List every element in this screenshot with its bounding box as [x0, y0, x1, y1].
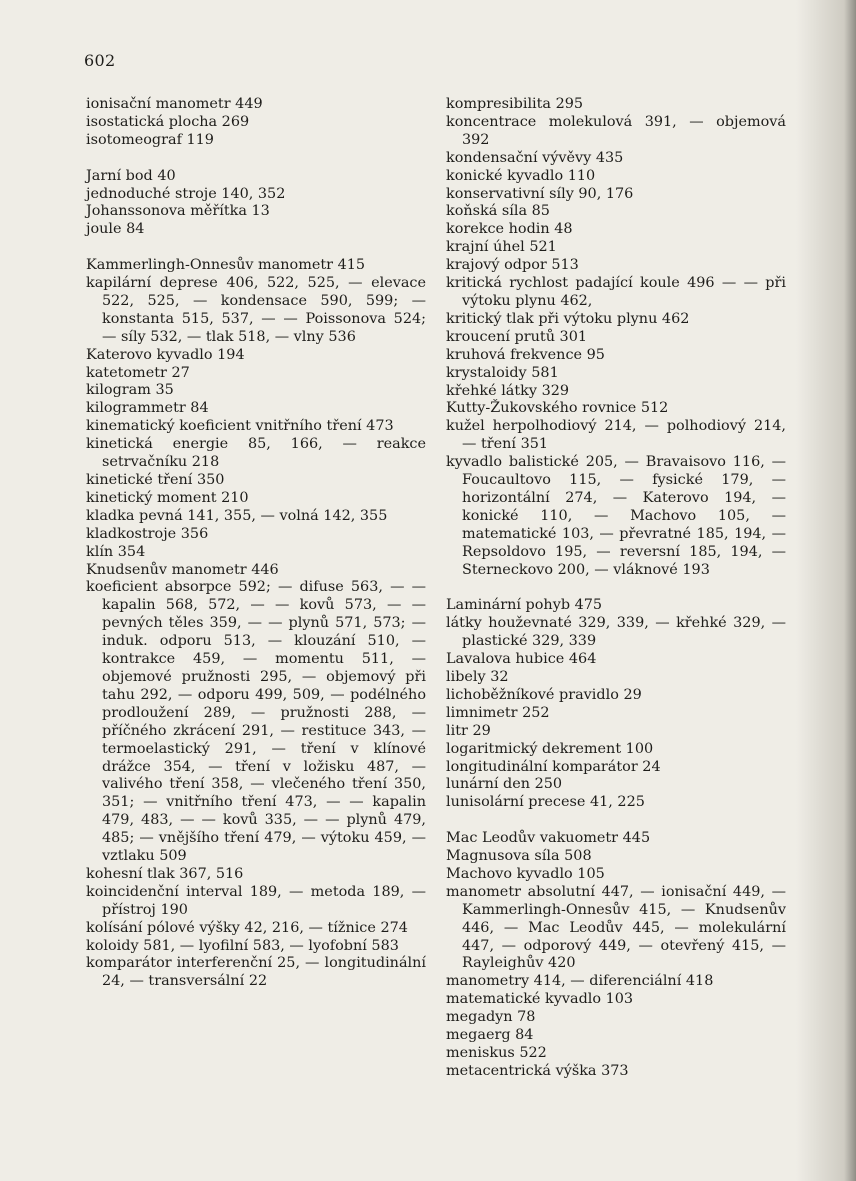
index-entry: manometry 414, — diferenciální 418 — [446, 973, 714, 990]
index-entry: megaerg 84 — [446, 1027, 534, 1044]
index-entry: joule 84 — [86, 221, 145, 238]
index-entry: ionisační manometr 449 — [86, 96, 263, 112]
index-entry: lunární den 250 — [446, 776, 563, 793]
index-entry: libely 32 — [446, 668, 509, 685]
index-entry: křehké látky 329 — [446, 382, 570, 399]
index-entry: konservativní síly 90, 176 — [446, 185, 634, 202]
index-entry: krystaloidy 581 — [446, 364, 559, 381]
index-entry: kinetické tření 350 — [86, 472, 225, 488]
index-entry: Johanssonova měřítka 13 — [86, 203, 270, 220]
index-entry: kužel herpolhodiový 214, — polhodiový 214, — tření 351 — [446, 418, 786, 453]
index-entry: Mac Leodův vakuometr 445 — [446, 830, 651, 847]
index-column-left — [86, 96, 426, 991]
index-entry: kinetická energie 85, 166, — reakce setrvačníku 218 — [86, 436, 426, 471]
index-entry: krajní úhel 521 — [446, 239, 557, 256]
index-entry: kritická rychlost padající koule 496 — — při výtoku plynu 462, — [446, 275, 786, 309]
index-entry: kolísání pólové výšky 42, 216, — tížnice 274 — [86, 919, 408, 936]
index-entry: Kammerlingh-Onnesův manometr 415 — [86, 257, 366, 274]
index-entry: koncentrace molekulová 391, — objemová 392 — [446, 113, 786, 148]
index-entry: matematické kyvadlo 103 — [446, 991, 634, 1008]
page-number: 602 — [84, 51, 116, 70]
group-spacer — [86, 150, 426, 168]
index-entry: metacentrická výška 373 — [446, 1062, 629, 1079]
index-entry: kohesní tlak 367, 516 — [86, 865, 244, 882]
index-entry: kladkostroje 356 — [86, 525, 209, 542]
index-entry: kapilární deprese 406, 522, 525, — elevace 522, 525, — kondensace 590, 599; — konstanta 515, 537, — — Poissonova 524; — síly 532, — tlak 518, — vlny 536 — [86, 275, 426, 345]
index-entry: koeficient absorpce 592; — difuse 563, — — kapalin 568, 572, — — kovů 573, — — pevných těles 359, — — plynů 571, 573; — induk. odporu 513, — klouzání 510, — kontrakce 459, — momentu 511, — objemové pružnosti 295, — objemový při tahu 292, — odporu 499, 509, — podélného prodloužení 289, — pružnosti 288, — příčného zkrácení 291, — restituce 343, — termoelastický 291, — tření v klínové drážce 354, — tření v ložisku 487, — valivého tření 358, — vlečeného tření 350, 351; — vnitřního tření 473, — — kapalin 479, 483, — — kovů 335, — — plynů 479, 485; — vnějšího tření 479, — výtoku 459, — vztlaku 509 — [86, 579, 426, 865]
index-entry: Machovo kyvadlo 105 — [446, 865, 605, 882]
index-entry: limnimetr 252 — [446, 704, 550, 721]
index-entry: katetometr 27 — [86, 364, 190, 381]
group-spacer — [446, 579, 786, 597]
index-entry: kilogram 35 — [86, 382, 174, 399]
index-entry: kompresibilita 295 — [446, 96, 584, 112]
index-entry: Knudsenův manometr 446 — [86, 561, 279, 578]
index-entry: koincidenční interval 189, — metoda 189, — přístroj 190 — [86, 883, 426, 918]
index-entry: jednoduché stroje 140, 352 — [86, 185, 286, 202]
index-entry: logaritmický dekrement 100 — [446, 740, 654, 757]
index-entry: kyvadlo balistické 205, — Bravaisovo 116, — Foucaultovo 115, — fysické 179, — horizontální 274, — Katerovo 194, — konické 110, — Machovo 105, — matematické 103, — převratné 185, 194, — Repsoldovo 195, — reversní 185, 194, — Sterneckovo 200, — vláknové 193 — [446, 454, 786, 578]
index-entry: kladka pevná 141, 355, — volná 142, 355 — [86, 507, 388, 524]
index-entry: Laminární pohyb 475 — [446, 597, 603, 614]
index-entry: meniskus 522 — [446, 1045, 547, 1061]
index-entry: megadyn 78 — [446, 1009, 536, 1026]
index-entry: koloidy 581, — lyofilní 583, — lyofobní 583 — [86, 937, 399, 954]
group-spacer — [446, 812, 786, 830]
index-entry: kroucení prutů 301 — [446, 328, 588, 345]
index-entry: Magnusova síla 508 — [446, 848, 592, 865]
index-entry: korekce hodin 48 — [446, 221, 573, 238]
index-entry: klín 354 — [86, 543, 146, 560]
page-edge-shadow — [796, 0, 856, 1181]
index-entry: manometr absolutní 447, — ionisační 449, — Kammerlingh-Onnesův 415, — Knudsenův 446, — Mac Leodův 445, — molekulární 447, — odporový 449, — otevřený 415, — Rayleighův 420 — [446, 883, 786, 972]
index-entry: Kutty-Žukovského rovnice 512 — [446, 400, 669, 417]
index-entry: komparátor interferenční 25, — longitudinální 24, — transversální 22 — [86, 955, 426, 990]
index-entry: isostatická plocha 269 — [86, 113, 250, 130]
index-entry: lichoběžníkové pravidlo 29 — [446, 686, 642, 703]
index-entry: longitudinální komparátor 24 — [446, 758, 661, 775]
index-entry: kinematický koeficient vnitřního tření 473 — [86, 418, 394, 435]
index-entry: kruhová frekvence 95 — [446, 346, 605, 363]
index-entry: kilogrammetr 84 — [86, 400, 209, 417]
index-entry: Katerovo kyvadlo 194 — [86, 346, 245, 363]
index-entry: látky houževnaté 329, 339, — křehké 329, — plastické 329, 339 — [446, 615, 786, 650]
index-entry: lunisolární precese 41, 225 — [446, 794, 645, 811]
index-entry: kondensační vývěvy 435 — [446, 149, 624, 166]
index-column-right — [446, 96, 786, 1081]
index-entry: kritický tlak při výtoku plynu 462 — [446, 310, 690, 327]
index-entry: Jarní bod 40 — [86, 167, 176, 184]
index-entry: kinetický moment 210 — [86, 489, 249, 506]
index-entry: litr 29 — [446, 722, 491, 739]
index-entry: konické kyvadlo 110 — [446, 167, 596, 184]
index-entry: koňská síla 85 — [446, 203, 550, 220]
group-spacer — [86, 239, 426, 257]
index-entry: krajový odpor 513 — [446, 257, 579, 274]
index-entry: Lavalova hubice 464 — [446, 651, 597, 668]
index-entry: isotomeograf 119 — [86, 131, 214, 148]
